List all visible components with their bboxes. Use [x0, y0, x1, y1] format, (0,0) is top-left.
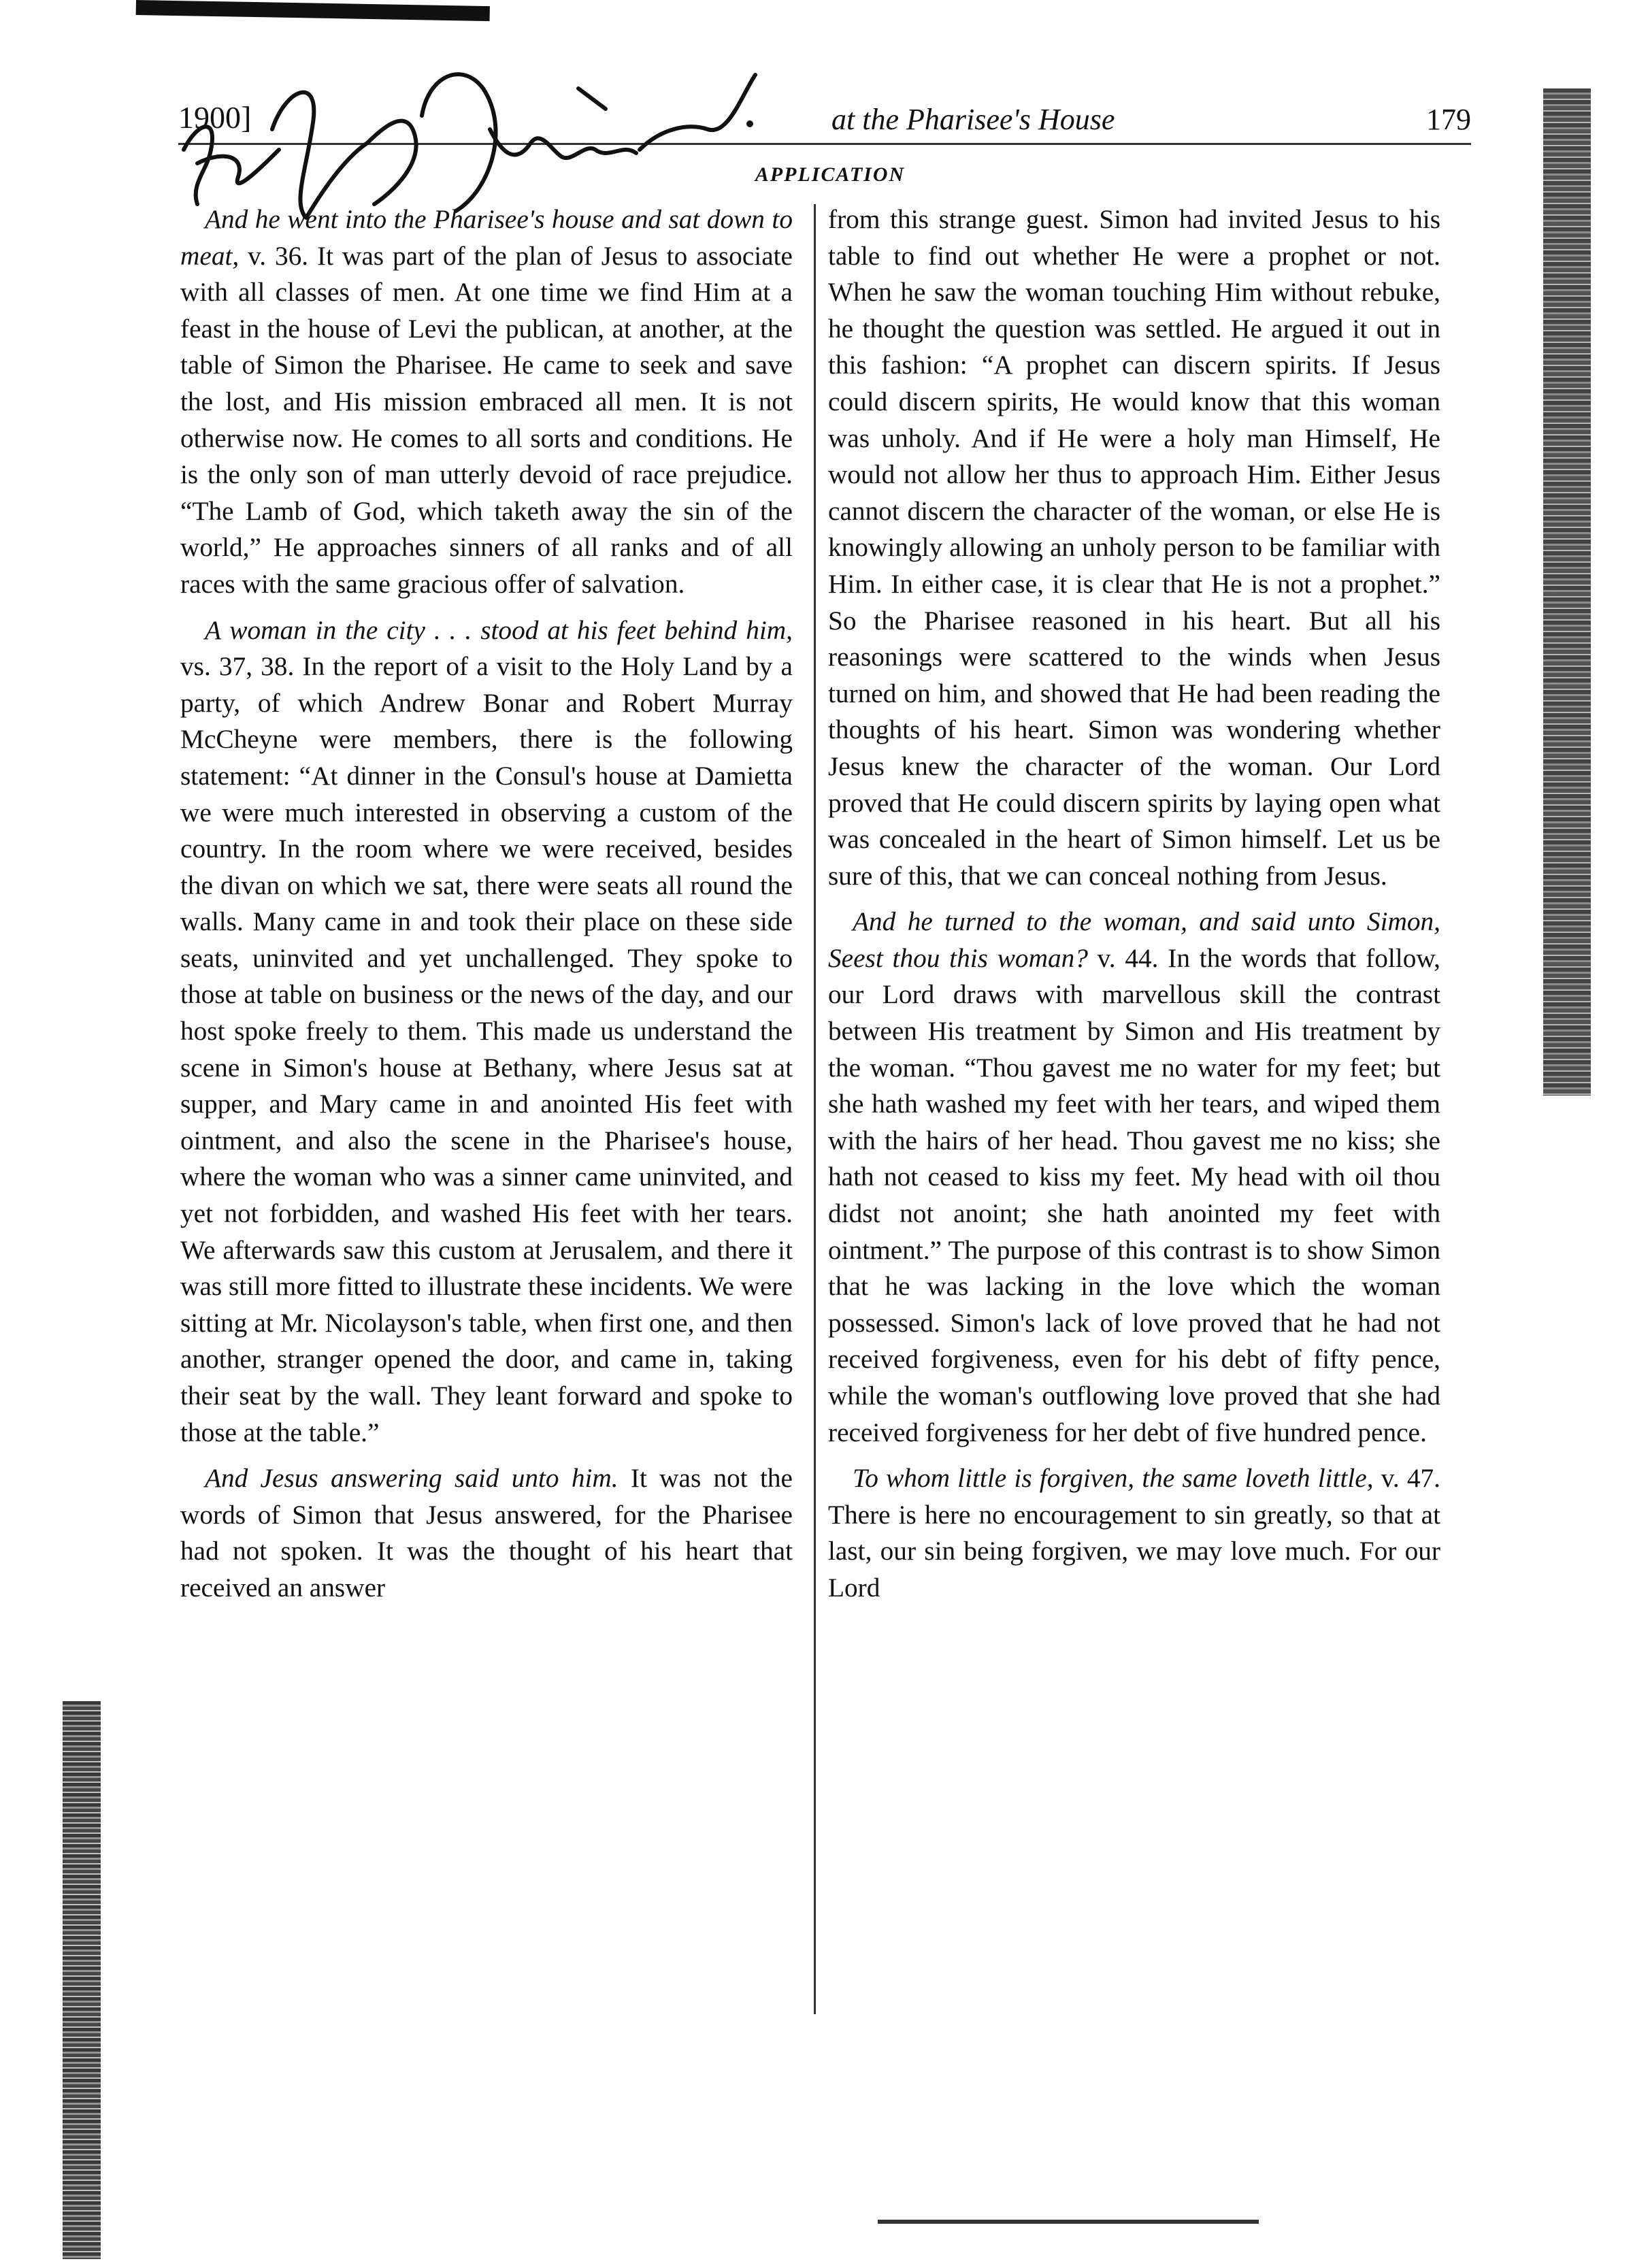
paragraph [180, 201, 793, 603]
paragraph-text: It was not the words of Simon that Jesus answered, for the Pharisee had not spoken. It was the thought of his heart that received an answer [180, 1463, 793, 1603]
paragraph-text: vs. 37, 38. In the report of a visit to the Holy Land by a party, of which Andrew Bonar and Robert Murray McCheyne were members, there is the following statement: “At dinner in the Consul's house at Damietta we were much interested in observing a custom of the country. In the room where we were received, besides the divan on which we sat, there were seats all round the walls. Many came in and took their place on these side seats, uninvited and yet unchallenged. They spoke to those at table on business or the news of the day, and our host spoke freely to them. This made us understand the scene in Simon's house at Bethany, where Jesus sat at supper, and Mary came in and anointed His feet with ointment, and also the scene in the Pharisee's house, where the woman who was a sinner came uninvited, and yet not forbidden, and washed His feet with her tears. We afterwards saw this custom at Jerusalem, and there it was still more fitted to illustrate these incidents. We were sitting at Mr. Nicolayson's table, when first one, and then another, stranger opened the door, and came in, taking their seat by the wall. They leant forward and spoke to those at the table.” [180, 651, 793, 1447]
scan-right-edge [1543, 88, 1591, 1096]
scan-left-edge [63, 1701, 101, 2259]
paragraph [180, 612, 793, 1451]
section-heading: APPLICATION [755, 163, 906, 186]
running-title: at the Pharisee's House [831, 103, 1115, 136]
scripture-lemma: And he went into the Pharisee's house and sat down to meat, [180, 204, 793, 271]
paragraph-text: v. 36. It was part of the plan of Jesus to associate with all classes of men. At one time we find Him at a feast in the house of Levi the publican, at another, at the table of Simon the Pharisee. He came to seek and save the lost, and His mission embraced all men. It is not otherwise now. He comes to all sorts and conditions. He is the only son of man utterly devoid of race prejudice. “The Lamb of God, which taketh away the sin of the world,” He approaches sinners of all ranks and of all races with the same gracious offer of salvation. [180, 240, 793, 599]
left-column [180, 201, 793, 1616]
paragraph [828, 1460, 1440, 1606]
page-year: 1900] [178, 100, 252, 135]
paragraph [828, 201, 1440, 894]
paragraph-text: v. 44. In the words that follow, our Lord draws with marvellous skill the contrast between His treatment by Simon and His treatment by the woman. “Thou gavest me no water for my feet; but she hath washed my feet with her tears, and wiped them with the hairs of her head. Thou gavest me no kiss; she hath not ceased to kiss my feet. My head with oil thou didst not anoint; she hath anointed my feet with ointment.” The purpose of this contrast is to show Simon that he was lacking in the love which the woman possessed. Simon's lack of love proved that he had not received forgiveness, even for his debt of fifty pence, while the woman's outflowing love proved that she had received forgiveness for her debt of five hundred pence. [828, 942, 1440, 1447]
paragraph-text: v. 47. There is here no encouragement to sin greatly, so that at last, our sin being forgiven, we may love much. For our Lord [828, 1463, 1440, 1603]
scan-bottom-rule [878, 2220, 1259, 2224]
paragraph [180, 1460, 793, 1606]
scripture-lemma: And Jesus answering said unto him. [205, 1463, 618, 1494]
scripture-lemma: A woman in the city . . . stood at his feet behind him, [205, 614, 793, 645]
paragraph [828, 904, 1440, 1451]
scripture-lemma: And he turned to the woman, and said unto Simon, Seest thou this woman? [828, 906, 1440, 973]
scan-top-bar [136, 0, 490, 21]
column-divider [814, 204, 816, 2014]
scripture-lemma: To whom little is forgiven, the same loveth little, [853, 1463, 1374, 1494]
paragraph-text: from this strange guest. Simon had invited Jesus to his table to find out whether He were a prophet or not. When he saw the woman touching Him without rebuke, he thought the question was settled. He argued it out in this fashion: “A prophet can discern spirits. If Jesus could discern spirits, He would know that this woman was unholy. And if He were a holy man Himself, He would not allow her thus to approach Him. Either Jesus cannot discern the character of the woman, or else He is knowingly allowing an unholy person to be familiar with Him. In either case, it is clear that He is not a prophet.” So the Pharisee reasoned in his heart. But all his reasonings were scattered to the winds when Jesus turned on him, and showed that He had been reading the thoughts of his heart. Simon was wondering whether Jesus knew the character of the woman. Our Lord proved that He could discern spirits by laying open what was concealed in the heart of Simon himself. Let us be sure of this, that we can conceal nothing from Jesus. [828, 204, 1440, 891]
page-number: 179 [1426, 103, 1471, 136]
right-column [828, 201, 1440, 1616]
